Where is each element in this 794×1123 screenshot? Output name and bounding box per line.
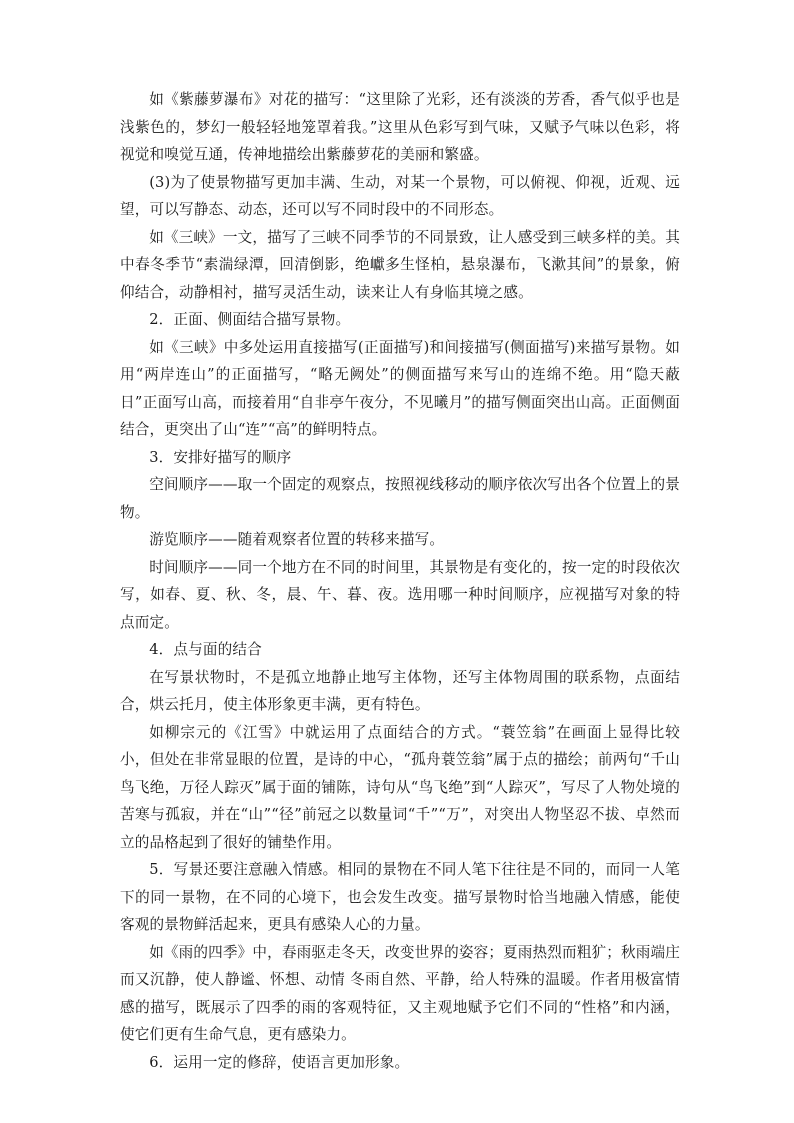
paragraph-direct-indirect-description: 如《三峡》中多处运用直接描写(正面描写)和间接描写(侧面描写)来描写景物。如用“两岸连山”的正面描写，“略无阙处”的侧面描写来写山的连绵不绝。用“隐天蔽日”正面写山高，而接着用“自非亭午夜分，不见曦月”的描写侧面突出山高。正面侧面结合，更突出了山“连”“高”的鲜明特点。: [120, 338, 680, 438]
paragraph-time-order: 时间顺序——同一个地方在不同的时间里，其景物是有变化的，按一定的时段依次写，如春、夏、秋、冬，晨、午、暮、夜。选用哪一种时间顺序，应视描写对象的特点而定。: [120, 558, 680, 631]
document-body: [120, 86, 680, 1076]
paragraph-spatial-order: 空间顺序——取一个固定的观察点，按照视线移动的顺序依次写出各个位置上的景物。: [120, 476, 680, 521]
paragraph-wisteria-example: 如《紫藤萝瀑布》对花的描写：“这里除了光彩，还有淡淡的芳香，香气似乎也是浅紫色的，梦幻一般轻轻地笼罩着我。”这里从色彩写到气味，又赋予气味以色彩，将视觉和嗅觉互通，传神地描绘出紫藤萝花的美丽和繁盛。: [120, 91, 680, 163]
paragraph-four-seasons-rain-example: 如《雨的四季》中，春雨驱走冬天，改变世界的姿容；夏雨热烈而粗犷；秋雨端庄而又沉静，使人静谧、怀想、动情 冬雨自然、平静，给人特殊的温暖。作者用极富情感的描写，既展示了四季的雨的客观特征，又主观地赋予它们不同的“性格”和内涵，使它们更有生命气息，更有感染力。: [120, 943, 680, 1043]
paragraph-three-gorges-example: 如《三峡》一文，描写了三峡不同季节的不同景致，让人感受到三峡多样的美。其中春冬季节“素湍绿潭，回清倒影，绝巘多生怪柏，悬泉瀑布，飞漱其间”的景象，俯仰结合，动静相衬，描写灵活生动，读来让人有身临其境之感。: [120, 228, 680, 301]
paragraph-point-surface: 在写景状物时，不是孤立地静止地写主体物，还写主体物周围的联系物，点面结合，烘云托月，使主体形象更丰满，更有特色。: [120, 668, 680, 713]
heading-section-4: 4．点与面的结合: [149, 641, 262, 658]
paragraph-point-3: (3)为了使景物描写更加丰满、生动，对某一个景物，可以俯视、仰视，近观、远望，可以写静态、动态，还可以写不同时段中的不同形态。: [120, 173, 680, 218]
heading-section-2: 2．正面、侧面结合描写景物。: [149, 311, 351, 328]
paragraph-section-5-emotion: 5．写景还要注意融入情感。相同的景物在不同人笔下往往是不同的，而同一人笔下的同一景物，在不同的心境下，也会发生改变。描写景物时恰当地融入情感，能使客观的景物鲜活起来，更具有感染人心的力量。: [120, 861, 680, 933]
heading-section-6: 6．运用一定的修辞，使语言更加形象。: [149, 1053, 410, 1071]
heading-section-3: 3．安排好描写的顺序: [149, 448, 292, 466]
paragraph-river-snow-example: 如柳宗元的《江雪》中就运用了点面结合的方式。“蓑笠翁”在画面上显得比较小，但处在非常显眼的位置，是诗的中心，“孤舟蓑笠翁”属于点的描绘；前两句“千山鸟飞绝，万径人踪灭”属于面的铺陈，诗句从“鸟飞绝”到“人踪灭”，写尽了人物处境的苦寒与孤寂，并在“山”“径”前冠之以数量词“千”“万”，对突出人物坚忍不拔、卓然而立的品格起到了很好的铺垫作用。: [120, 723, 680, 851]
paragraph-tour-order: 游览顺序——随着观察者位置的转移来描写。: [149, 531, 445, 548]
